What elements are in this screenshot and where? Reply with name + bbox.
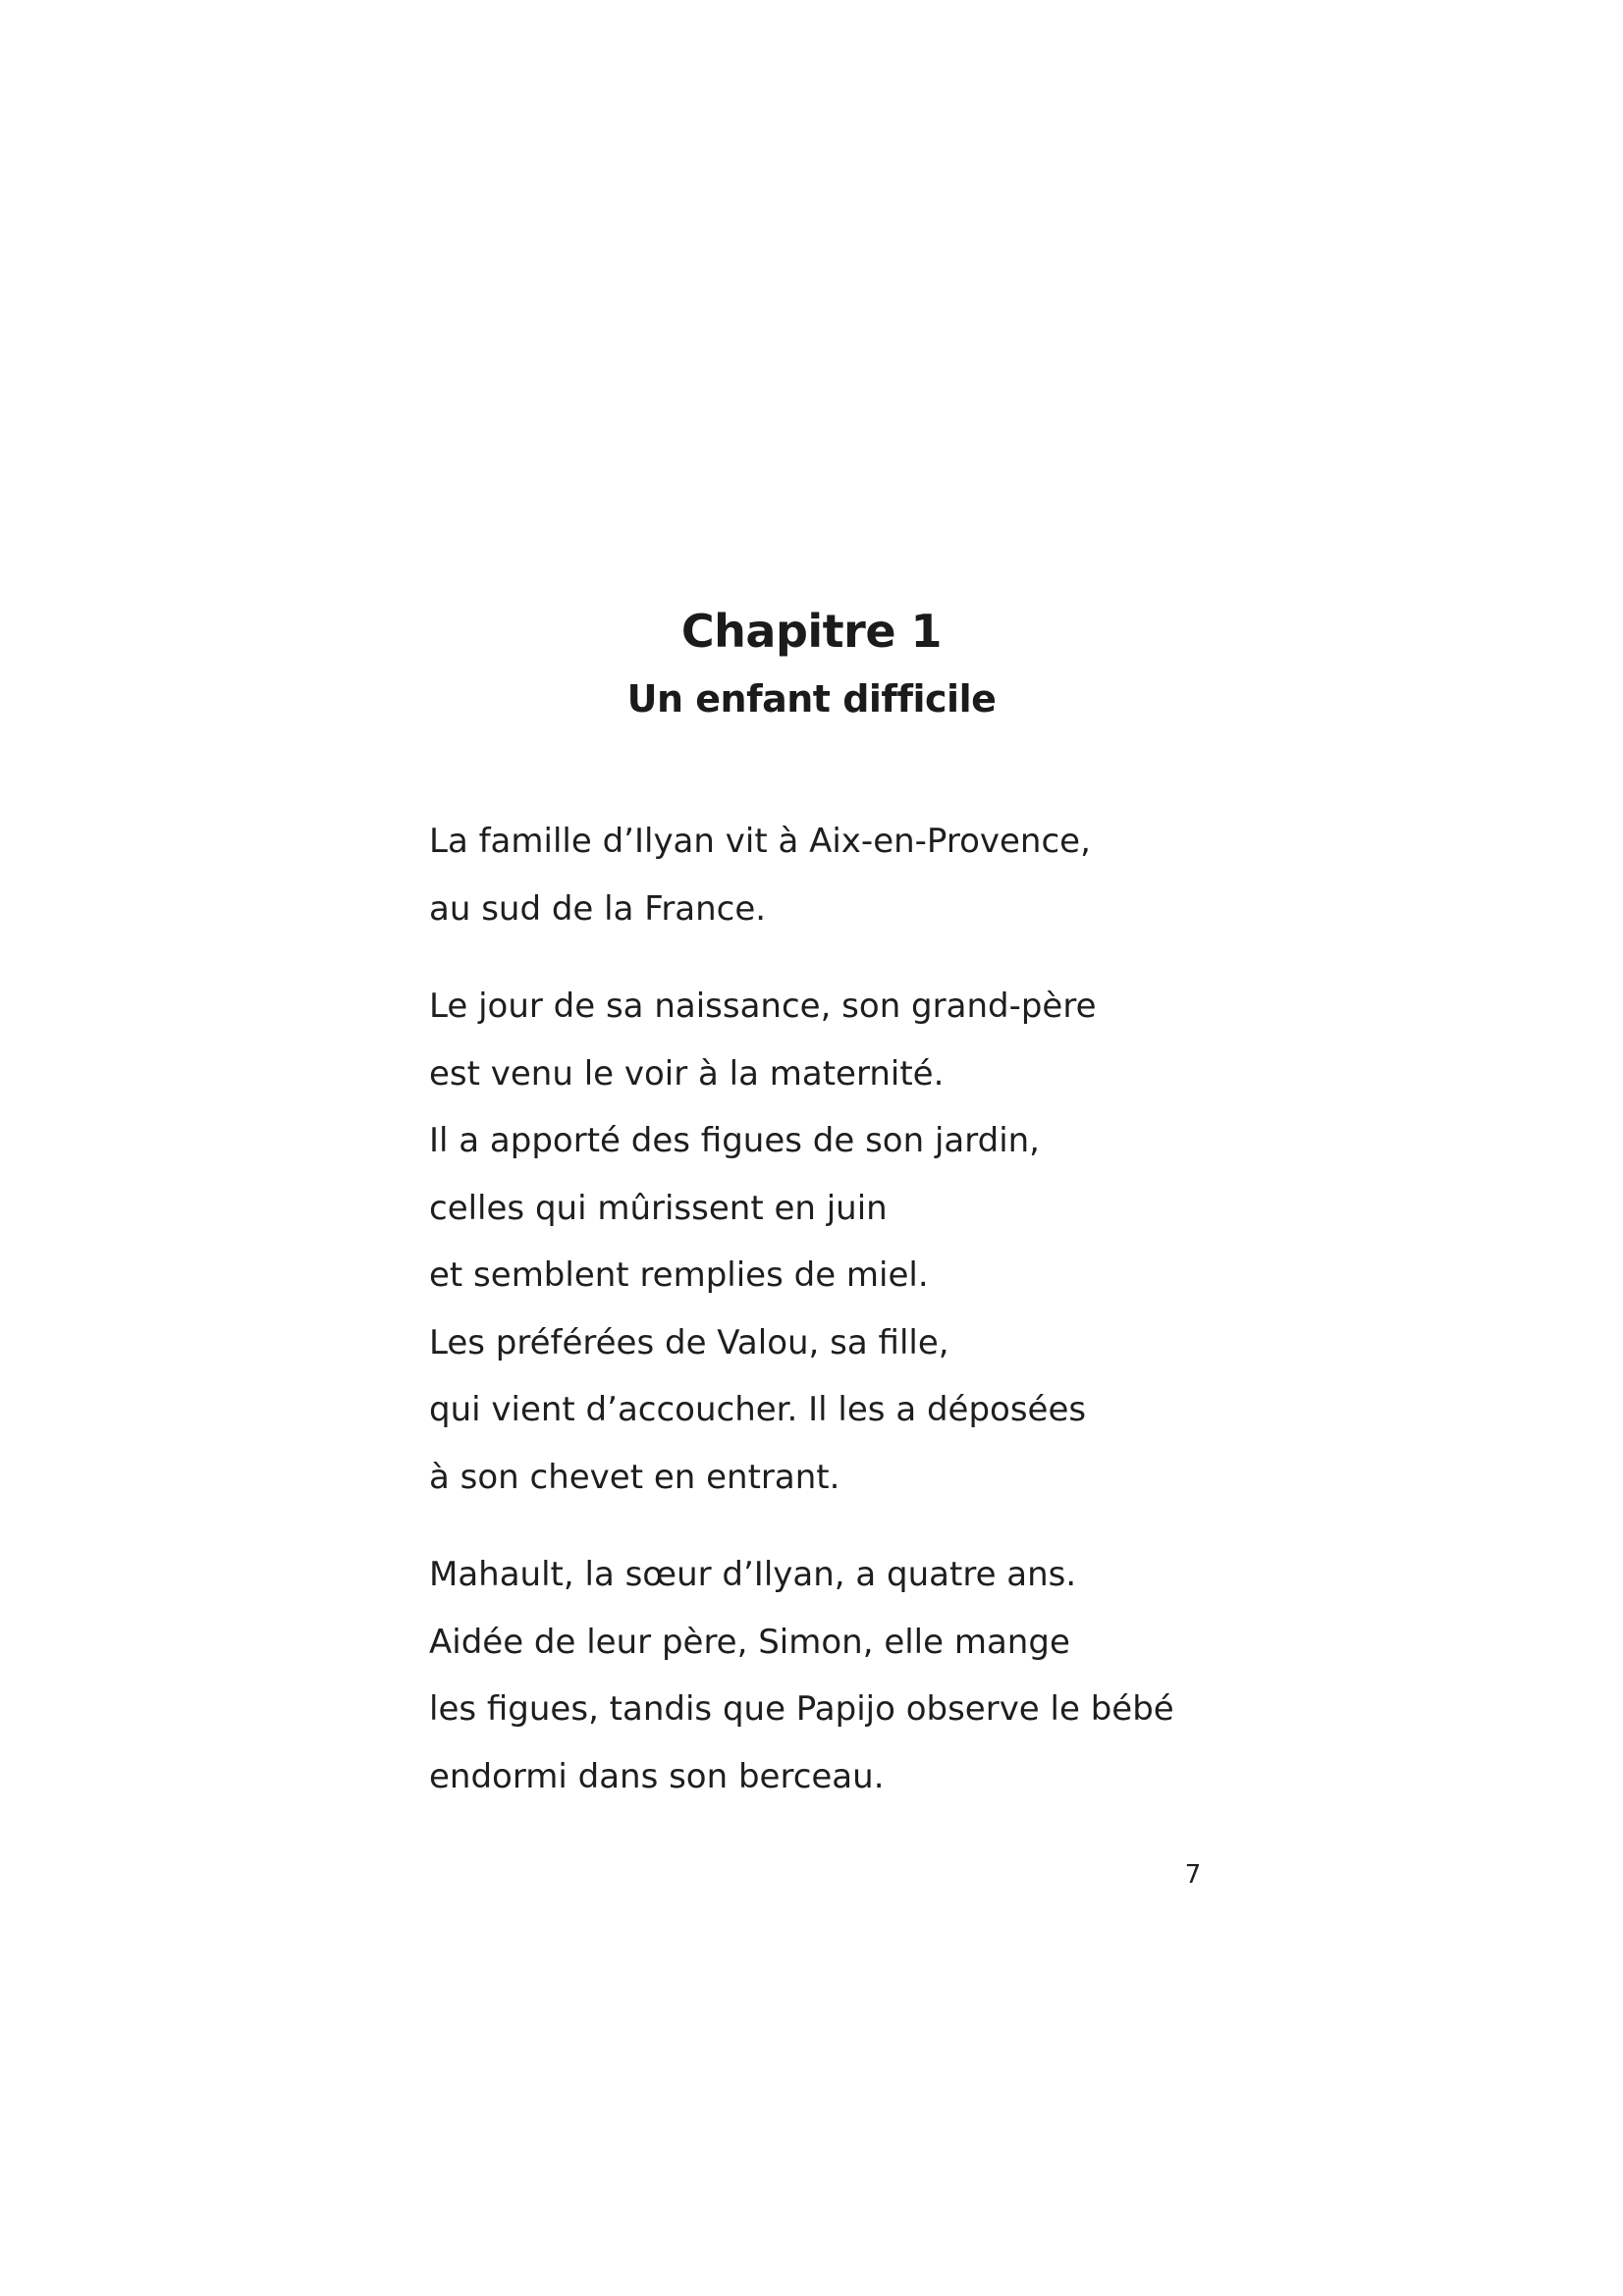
text-line: les figues, tandis que Papijo observe le bébé xyxy=(429,1689,1174,1729)
body-text xyxy=(429,808,1421,1810)
text-line: Il a apporté des figues de son jardin, xyxy=(429,1121,1040,1160)
text-line: Les préférées de Valou, sa fille, xyxy=(429,1322,949,1362)
page-number: 7 xyxy=(1184,1860,1202,1890)
text-line: Mahault, la sœur d’Ilyan, a quatre ans. xyxy=(429,1555,1077,1594)
text-line: à son chevet en entrant. xyxy=(429,1457,840,1497)
text-line: et semblent remplies de miel. xyxy=(429,1255,929,1295)
text-line: qui vient d’accoucher. Il les a déposées xyxy=(429,1390,1087,1429)
text-line: Le jour de sa naissance, son grand-père xyxy=(429,987,1097,1026)
chapter-title: Un enfant difficile xyxy=(626,677,997,721)
paragraph xyxy=(429,1541,1421,1810)
text-line: La famille d’Ilyan vit à Aix-en-Provence, xyxy=(429,822,1091,861)
paragraph xyxy=(429,973,1421,1511)
text-line: endormi dans son berceau. xyxy=(429,1756,885,1796)
paragraph xyxy=(429,808,1421,942)
text-line: celles qui mûrissent en juin xyxy=(429,1188,888,1228)
text-line: Aidée de leur père, Simon, elle mange xyxy=(429,1622,1070,1662)
chapter-number: Chapitre 1 xyxy=(680,605,943,658)
text-line: au sud de la France. xyxy=(429,888,767,929)
text-line: est venu le voir à la maternité. xyxy=(429,1053,945,1094)
